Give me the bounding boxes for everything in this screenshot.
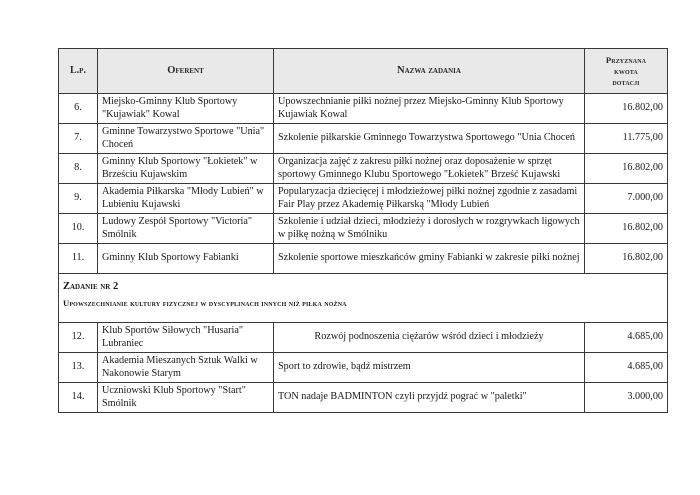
section-title: Zadanie nr 2 [63,281,119,292]
row-amount: 16.802,00 [585,154,668,184]
section-header-row [59,274,668,323]
row-task-name: Rozwój podnoszenia ciężarów wśród dzieci i młodzieży [274,323,585,353]
table-row [59,244,668,274]
table-row [59,323,668,353]
table-row [59,94,668,124]
header-amount-line-1: Przyznana [605,54,647,65]
row-applicant: Uczniowski Klub Sportowy "Start" Smólnik [98,383,274,413]
row-task-name: Sport to zdrowie, bądź mistrzem [274,353,585,383]
table-row [59,383,668,413]
row-number: 6. [59,94,98,124]
row-amount: 3.000,00 [585,383,668,413]
row-amount: 11.775,00 [585,124,668,154]
table-row [59,214,668,244]
row-applicant: Akademia Piłkarska "Młody Lubień" w Lubieniu Kujawski [98,184,274,214]
table-row [59,124,668,154]
row-amount: 16.802,00 [585,244,668,274]
table-row [59,353,668,383]
row-number: 12. [59,323,98,353]
header-amount-line-3: dotacji [612,76,640,87]
row-number: 9. [59,184,98,214]
row-amount: 7.000,00 [585,184,668,214]
row-number: 10. [59,214,98,244]
row-applicant: Gminny Klub Sportowy Fabianki [98,244,274,274]
row-applicant: Ludowy Zespół Sportowy "Victoria" Smólnik [98,214,274,244]
section-subtitle: Upowszechnianie kultury fizycznej w dyscyplinach innych niż piłka nożna [63,298,347,308]
row-applicant: Gminny Klub Sportowy "Łokietek" w Brześciu Kujawskim [98,154,274,184]
row-number: 11. [59,244,98,274]
header-task-name: Nazwa zadania [274,49,585,94]
row-number: 8. [59,154,98,184]
row-number: 7. [59,124,98,154]
row-amount: 4.685,00 [585,323,668,353]
header-amount [585,49,668,94]
row-applicant: Akademia Mieszanych Sztuk Walki w Nakonowie Starym [98,353,274,383]
row-task-name: Upowszechnianie piłki nożnej przez Miejsko-Gminny Klub Sportowy Kujawiak Kowal [274,94,585,124]
table-row [59,154,668,184]
row-amount: 16.802,00 [585,94,668,124]
row-applicant: Miejsko-Gminny Klub Sportowy "Kujawiak" Kowal [98,94,274,124]
row-applicant: Klub Sportów Siłowych "Husaria" Lubraniec [98,323,274,353]
header-lp: L.p. [59,49,98,94]
row-task-name: Szkolenie sportowe mieszkańców gminy Fabianki w zakresie piłki nożnej [274,244,585,274]
row-task-name: TON nadaje BADMINTON czyli przyjdź pograć w "paletki" [274,383,585,413]
header-row [59,49,668,94]
header-oferent: Oferent [98,49,274,94]
row-number: 13. [59,353,98,383]
row-amount: 4.685,00 [585,353,668,383]
header-amount-line-2: kwota [614,65,638,76]
row-task-name: Szkolenie i udział dzieci, młodzieży i dorosłych w rozgrywkach ligowych w piłkę nożną w Smólniku [274,214,585,244]
section-header [59,274,668,323]
row-number: 14. [59,383,98,413]
row-applicant: Gminne Towarzystwo Sportowe "Unia" Choceń [98,124,274,154]
table-row [59,184,668,214]
row-task-name: Szkolenie piłkarskie Gminnego Towarzystwa Sportowego "Unia Choceń [274,124,585,154]
row-task-name: Popularyzacja dziecięcej i młodzieżowej piłki nożnej zgodnie z zasadami Fair Play przez Akademię Piłkarską "Młody Lubień [274,184,585,214]
row-amount: 16.802,00 [585,214,668,244]
row-task-name: Organizacja zajęć z zakresu piłki nożnej oraz doposażenie w sprzęt sportowy Gminnego Klubu Sportowego "Łokietek" Brześć Kujawski [274,154,585,184]
grant-table [58,48,668,413]
